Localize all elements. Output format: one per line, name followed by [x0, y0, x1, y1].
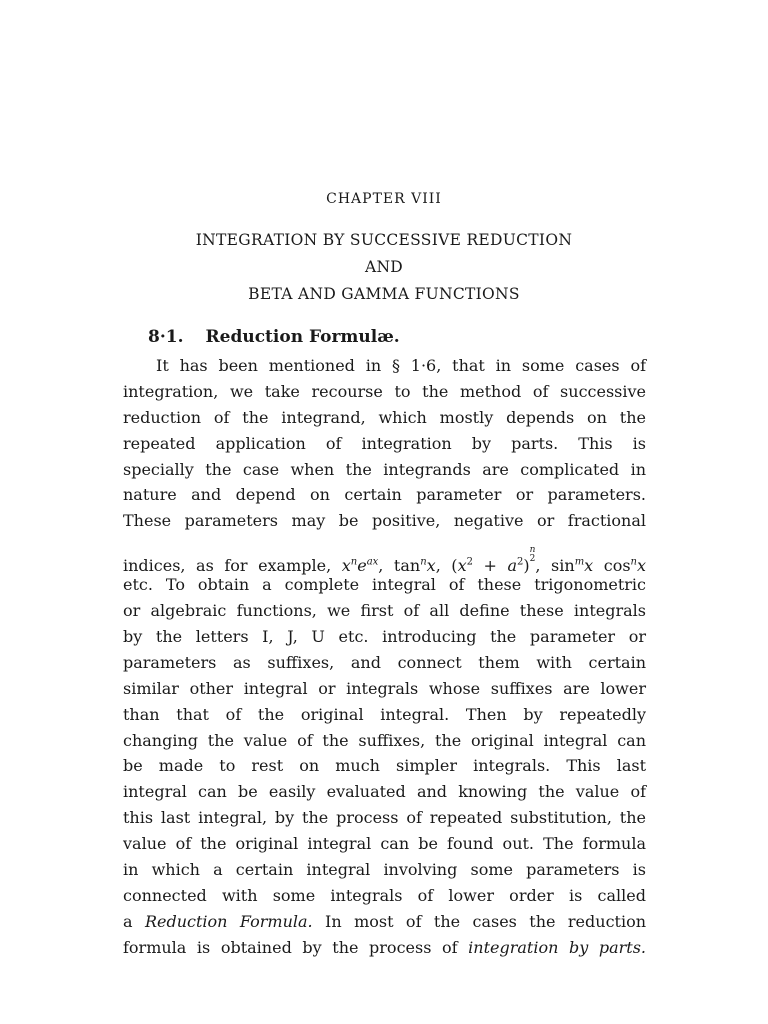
body-line-text: a: [123, 911, 133, 931]
emphasis-reduction-formula: Reduction Formula.: [144, 911, 313, 931]
body-line-text: In most of the cases the reduction: [325, 911, 647, 931]
body-line: connected with some integrals of lower order is called: [123, 885, 646, 905]
body-line: specially the case when the integrands are complicated in: [123, 459, 646, 479]
chapter-label: CHAPTER VIII: [326, 191, 442, 207]
body-paragraph: [123, 353, 646, 961]
body-line: These parameters may be positive, negative or fractional: [123, 511, 646, 531]
body-line: this last integral, by the process of repeated substitution, the: [123, 808, 646, 828]
body-line-text: indices, as for example,: [123, 556, 332, 576]
body-line: It has been mentioned in § 1·6, that in some cases of: [156, 356, 646, 375]
body-line: by the letters I, J, U etc. introducing the parameter or: [123, 627, 646, 647]
body-line-with-math: [123, 534, 647, 576]
body-line: in which a certain integral involving some parameters is: [123, 860, 646, 880]
body-line: parameters as suffixes, and connect them with certain: [123, 652, 646, 672]
body-line: than that of the original integral. Then by repeatedly: [123, 704, 646, 724]
body-line: be made to rest on much simpler integrals. This last: [123, 756, 646, 776]
body-line: [123, 935, 646, 961]
section-title: Reduction Formulæ.: [205, 327, 400, 347]
body-line: similar other integral or integrals whose suffixes are lower: [123, 678, 646, 698]
section-heading: [148, 327, 400, 347]
chapter-title-line-2: AND: [364, 258, 404, 276]
body-line-text: formula is obtained by the process of: [123, 937, 458, 957]
math-expression: $x^ne^{ax}$, $\tan^nx$, $(x^2 + a^2)$ n 2 , $\sin^mx$ $\cos^nx$: [341, 545, 647, 576]
body-line: changing the value of the suffixes, the original integral can: [123, 730, 646, 750]
body-line: [123, 909, 646, 935]
body-line: or algebraic functions, we first of all define these integrals: [123, 601, 646, 621]
body-line: reduction of the integrand, which mostly depends on the: [123, 407, 646, 427]
body-line: etc. To obtain a complete integral of these trigonometric: [123, 575, 646, 595]
chapter-title-line-1: INTEGRATION BY SUCCESSIVE REDUCTION: [195, 231, 573, 249]
section-number: 8·1.: [148, 327, 184, 347]
chapter-title-line-3: BETA AND GAMMA FUNCTIONS: [248, 285, 520, 303]
body-line: nature and depend on certain parameter or parameters.: [123, 485, 646, 505]
body-line: integral can be easily evaluated and knowing the value of: [123, 782, 646, 802]
body-line: integration, we take recourse to the method of successive: [123, 381, 646, 401]
body-line: repeated application of integration by parts. This is: [123, 433, 646, 453]
emphasis-integration-by-parts: integration by parts.: [468, 937, 646, 957]
body-line: value of the original integral can be found out. The formula: [123, 834, 646, 854]
